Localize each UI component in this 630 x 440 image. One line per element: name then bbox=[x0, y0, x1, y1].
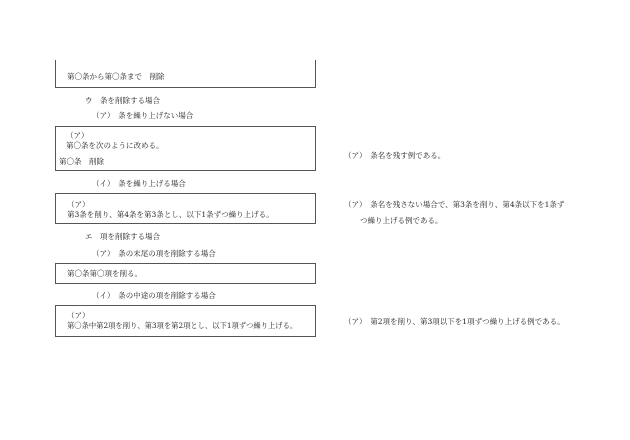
amendment-text: 第〇条を次のように改める。 bbox=[66, 141, 164, 150]
note-e-i: （ア） 第2項を削り、第3項以下を1項ずつ繰り上げる例である。 bbox=[344, 317, 565, 326]
amendment-box-u-i bbox=[55, 193, 316, 224]
amendment-text: 第〇条 削除 bbox=[59, 157, 104, 166]
section-heading-e: エ 項を削除する場合 bbox=[85, 232, 160, 241]
amendment-box-top bbox=[55, 60, 316, 88]
subsection-heading-u-i: （イ） 条を繰り上げる場合 bbox=[92, 179, 186, 188]
amendment-text: 第〇条から第〇条まで 削除 bbox=[67, 72, 165, 81]
subsection-heading-e-i: （イ） 条の中途の項を削除する場合 bbox=[92, 291, 216, 300]
subsection-heading-e-a: （ア） 条の末尾の項を削除する場合 bbox=[92, 249, 216, 258]
amendment-label: （ア） bbox=[66, 131, 89, 140]
amendment-text: 第〇条第〇項を削る。 bbox=[67, 269, 142, 278]
section-heading-u: ウ 条を削除する場合 bbox=[85, 96, 160, 105]
note-u-i-line1: （ア） 条名を残さない場合で、第3条を削り、第4条以下を1条ず bbox=[344, 200, 565, 209]
note-u-i-line2: つ繰り上げる例である。 bbox=[360, 216, 443, 225]
amendment-text: 第3条を削り、第4条を第3条とし、以下1条ずつ繰り上げる。 bbox=[67, 210, 274, 219]
amendment-label: （ア） bbox=[67, 311, 90, 320]
subsection-heading-u-a: （ア） 条を繰り上げない場合 bbox=[92, 111, 194, 120]
amendment-box-e-a bbox=[55, 263, 316, 284]
note-u-a: （ア） 条名を残す例である。 bbox=[344, 151, 446, 160]
amendment-label: （ア） bbox=[67, 200, 90, 209]
amendment-box-u-a bbox=[55, 126, 316, 171]
amendment-text: 第〇条中第2項を削り、第3項を第2項とし、以下1項ずつ繰り上げる。 bbox=[67, 321, 298, 330]
amendment-box-e-i bbox=[55, 305, 316, 337]
